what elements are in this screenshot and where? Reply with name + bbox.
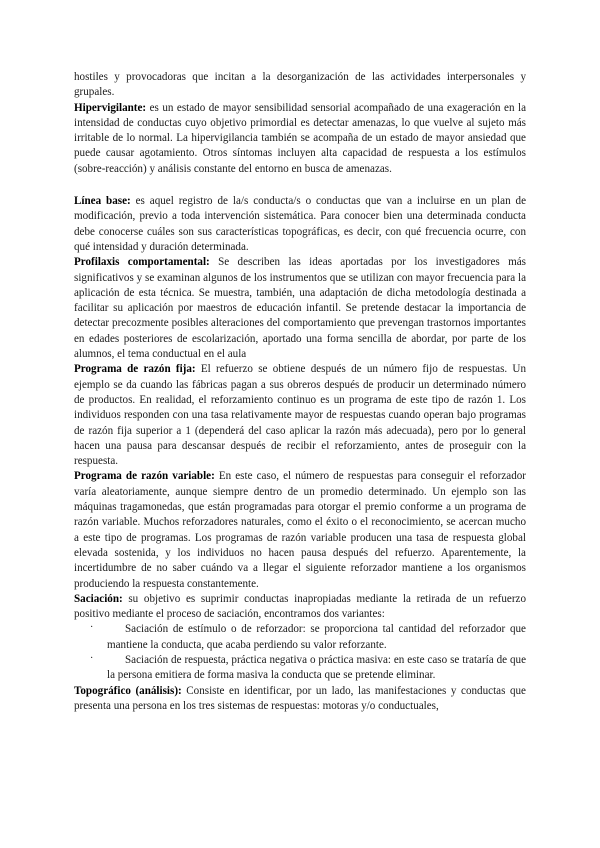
- entry-text: En este caso, el número de respuestas para conseguir el reforzador varía aleatoriamente, aunque siempre dentro de un promedio determinado. Un ejemplo son las máquinas tragamonedas, que están programadas para otorgar el premio conforme a un programa de razón variable. Muchos reforzadores naturales, como el éxito o el reconocimiento, se acercan mucho a este tipo de programas. Los programas de razón variable producen una tasa de respuesta global elevada sostenida, y los individuos no hacen pausa después del refuerzo. Aparentemente, la incertidumbre de no saber cuándo va a llegar el siguiente reforzador mantiene a los organismos produciendo la respuesta constantemente.: [74, 470, 526, 590]
- list-item: [74, 622, 526, 653]
- entry-term: Programa de razón variable:: [74, 470, 215, 483]
- list-item-text: Saciación de respuesta, práctica negativa o práctica masiva: en este caso se trataría de que la persona emitiera de forma masiva la conducta que se pretende eliminar.: [107, 653, 526, 682]
- entry-topografico: [74, 684, 526, 715]
- intro-paragraph: hostiles y provocadoras que incitan a la desorganización de las actividades interpersonales y grupales.: [74, 71, 526, 99]
- entry-term: Hipervigilante:: [74, 101, 147, 114]
- entry-term: Programa de razón fija:: [74, 363, 196, 376]
- entry-term: Topográfico (análisis):: [74, 684, 182, 697]
- saciacion-variants-list: [74, 622, 526, 683]
- entry-text: es aquel registro de la/s conducta/s o conductas que van a incluirse en un plan de modificación, previo a toda intervención sistemática. Para conocer bien una determinada conducta debe conocerse cuáles son sus características topográficas, es decir, con qué frecuencia ocurre, con qué intensidad y duración determinada.: [74, 195, 526, 253]
- entry-profilaxis: [74, 255, 526, 362]
- entry-text: es un estado de mayor sensibilidad sensorial acompañado de una exageración en la intensidad de conductas cuyo objetivo primordial es detectar amenazas, lo que vuelve al sujeto más irritable de lo normal. La hipervigilancia también se acompaña de un estado de mayor ansiedad que puede causar agotamiento. Otros síntomas incluyen alta capacidad de respuesta a los estímulos (sobre-reacción) y análisis constante del entorno en busca de amenazas.: [74, 101, 526, 175]
- entry-text: Consiste en identificar, por un lado, las manifestaciones y conductas que presenta una persona en los tres sistemas de respuestas: motoras y/o conductuales,: [74, 684, 526, 712]
- entry-text: su objetivo es suprimir conductas inapropiadas mediante la retirada de un refuerzo positivo mediante el proceso de saciación, encontramos dos variantes:: [74, 592, 526, 621]
- entry-term: Saciación:: [74, 592, 123, 605]
- list-item-text: Saciación de estímulo o de reforzador: se proporciona tal cantidad del reforzador que mantiene la conducta, que acaba perdiendo su valor reforzante.: [107, 623, 526, 651]
- entry-text: Se describen las ideas aportadas por los investigadores más significativos y se examinan algunos de los instrumentos que se utilizan con mayor frecuencia para la aplicación de esta técnica. Se muestra, también, una adaptación de dicha metodología destinada a facilitar su aplicación por maestros de educación infantil. Se pretende destacar la importancia de detectar precozmente posibles alteraciones del comportamiento que prevengan trastornos importantes en edades posteriores de escolarización, aportado una forma sencilla de abordar, por parte de los alumnos, el tema conductual en el aula: [74, 256, 526, 361]
- entry-razon-fija: [74, 362, 526, 469]
- list-item: [74, 653, 526, 684]
- entry-hipervigilante: [74, 101, 526, 177]
- entry-saciacion: [74, 592, 526, 623]
- bullet-dot-icon: ·: [90, 652, 94, 664]
- bullet-dot-icon: ·: [90, 622, 94, 634]
- paragraph-gap: [74, 177, 526, 194]
- entry-linea-base: [74, 194, 526, 255]
- entry-razon-variable: [74, 469, 526, 591]
- entry-text: El refuerzo se obtiene después de un número fijo de respuestas. Un ejemplo se da cuando las fábricas pagan a sus obreros después de producir un determinado número de productos. En realidad, el reforzamiento continuo es un programa de este tipo de razón 1. Los individuos responden con una tasa relativamente mayor de respuestas cuando operan bajo programas de razón fija superior a 1 (dependerá del caso aplicar la razón más adecuada), pero por lo general hacen una pausa para descansar después de recibir el reforzamiento, antes de proseguir con la respuesta.: [74, 363, 526, 468]
- entry-term: Profilaxis comportamental:: [74, 256, 210, 269]
- entry-term: Línea base:: [74, 195, 131, 208]
- document-page: [74, 70, 526, 714]
